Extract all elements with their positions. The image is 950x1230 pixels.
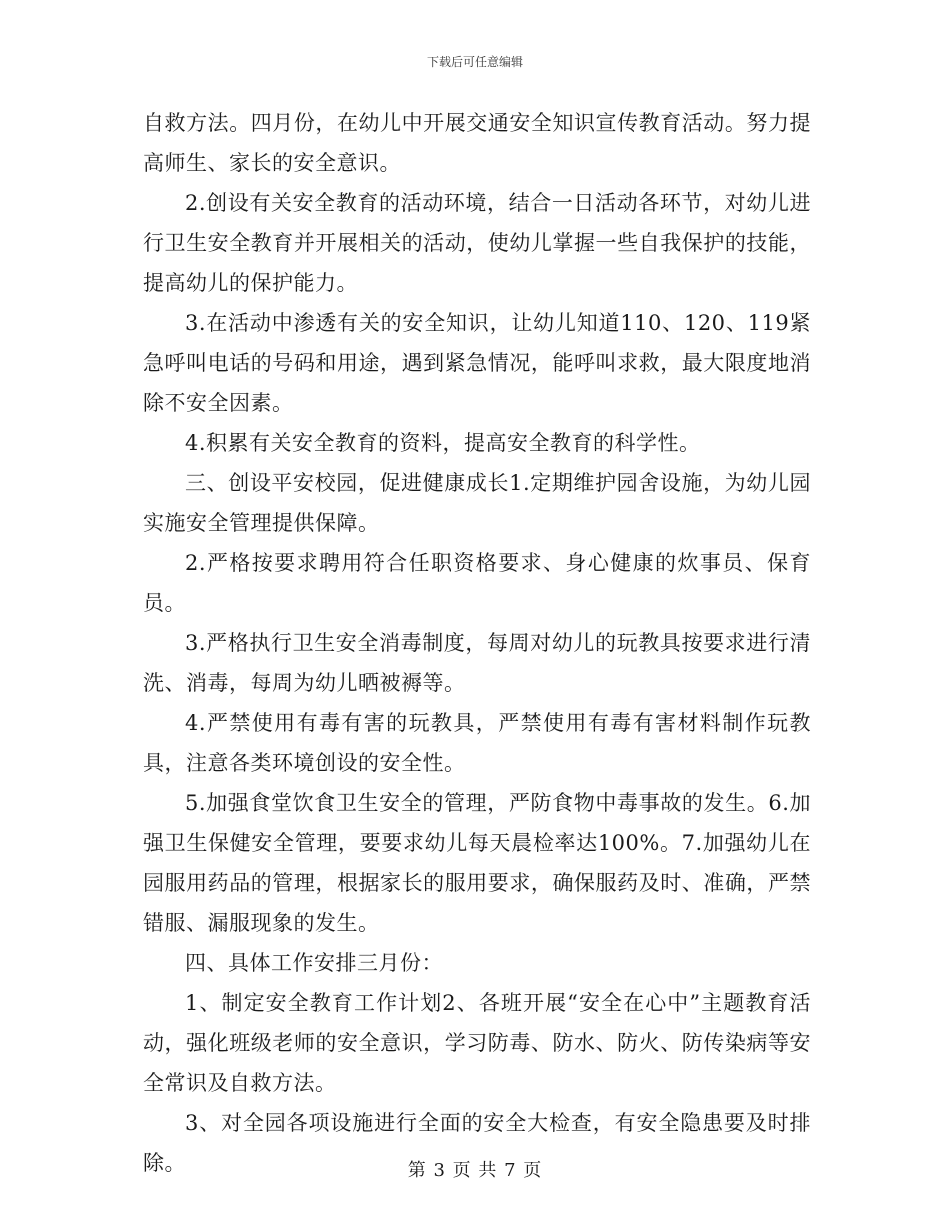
page-header: 下载后可任意编辑	[426, 55, 523, 69]
paragraph-12: 3、对全园各项设施进行全面的安全大检查，有安全隐患要及时排除。	[143, 1111, 811, 1175]
paragraph-4: 4.积累有关安全教育的资料，提高安全教育的科学性。	[185, 431, 701, 455]
paragraph-2: 2.创设有关安全教育的活动环境，结合一日活动各环节，对幼儿进行卫生安全教育并开展相关的活动，使幼儿掌握一些自我保护的技能，提高幼儿的保护能力。	[143, 191, 811, 295]
paragraph-10: 四、具体工作安排三月份：	[185, 951, 443, 975]
page-number-footer: 第 3 页 共 7 页	[407, 1160, 543, 1181]
paragraph-6: 2.严格按要求聘用符合任职资格要求、身心健康的炊事员、保育员。	[143, 551, 811, 615]
paragraph-1: 自救方法。四月份，在幼儿中开展交通安全知识宣传教育活动。努力提高师生、家长的安全意识。	[143, 111, 811, 175]
document-body	[143, 103, 811, 1183]
paragraph-5: 三、创设平安校园，促进健康成长1.定期维护园舍设施，为幼儿园实施安全管理提供保障。	[143, 471, 811, 535]
paragraph-7: 3.严格执行卫生安全消毒制度，每周对幼儿的玩教具按要求进行清洗、消毒，每周为幼儿晒被褥等。	[143, 631, 811, 695]
paragraph-3: 3.在活动中渗透有关的安全知识，让幼儿知道110、120、119紧急呼叫电话的号码和用途，遇到紧急情况，能呼叫求救，最大限度地消除不安全因素。	[143, 311, 811, 415]
paragraph-9: 5.加强食堂饮食卫生安全的管理，严防食物中毒事故的发生。6.加强卫生保健安全管理，要要求幼儿每天晨检率达100%。7.加强幼儿在园服用药品的管理，根据家长的服用要求，确保服药及时、准确，严禁错服、漏服现象的发生。	[143, 791, 811, 935]
paragraph-11: 1、制定安全教育工作计划2、各班开展“安全在心中”主题教育活动，强化班级老师的安全意识，学习防毒、防水、防火、防传染病等安全常识及自救方法。	[143, 991, 811, 1095]
paragraph-8: 4.严禁使用有毒有害的玩教具，严禁使用有毒有害材料制作玩教具，注意各类环境创设的安全性。	[143, 711, 811, 775]
